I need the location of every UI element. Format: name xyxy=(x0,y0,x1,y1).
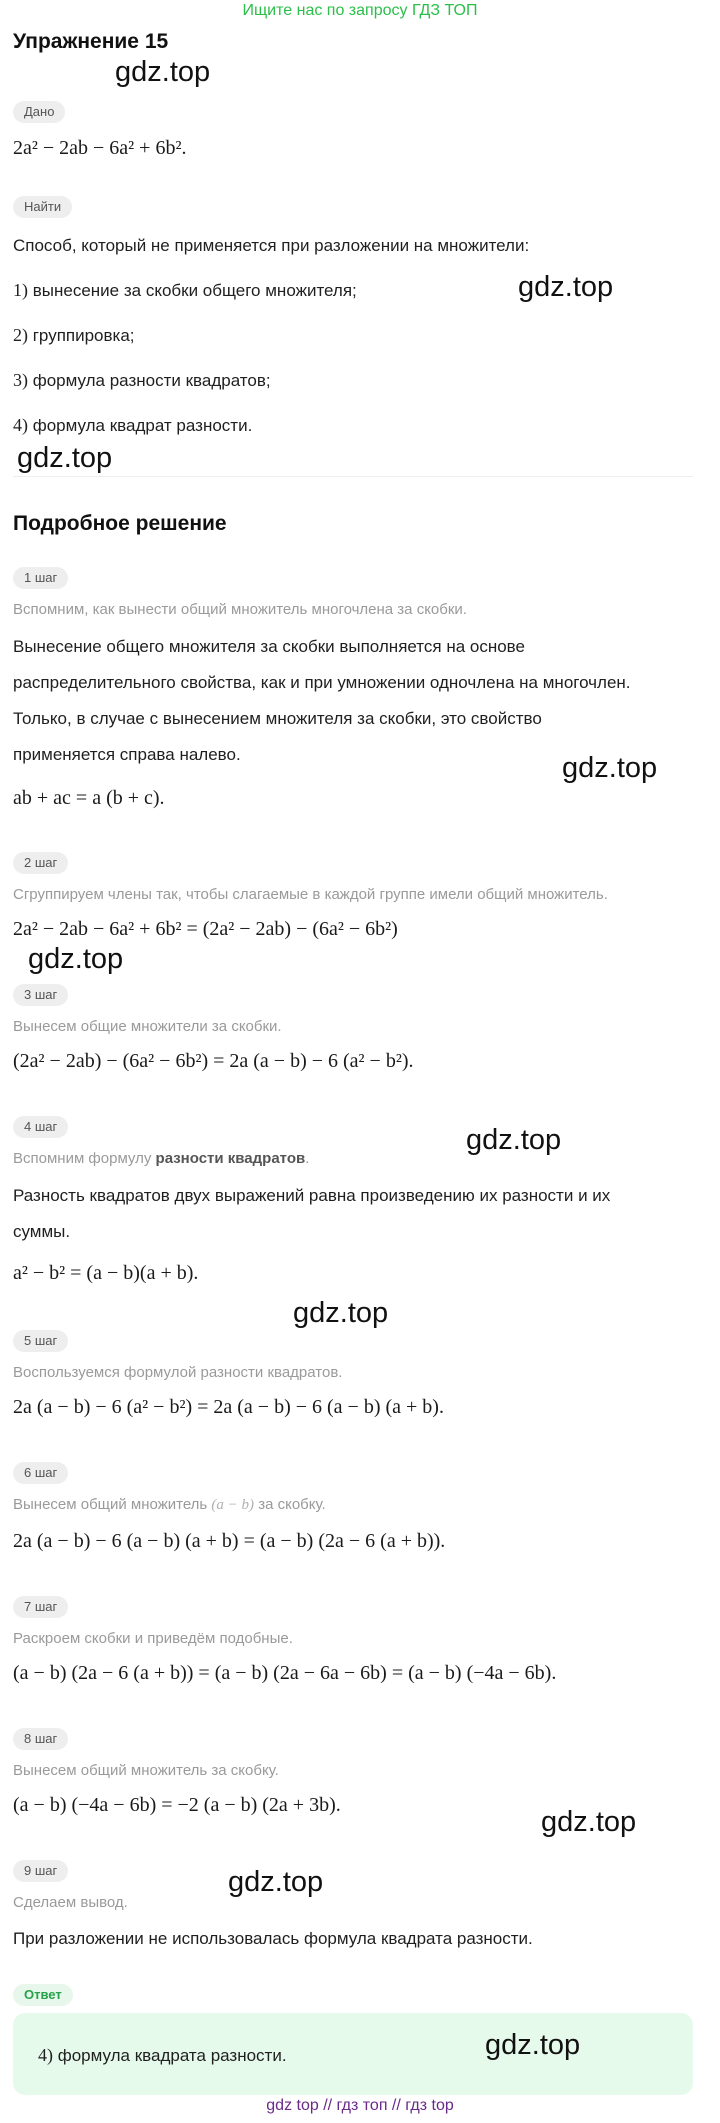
step-text: Разность квадратов двух выражений равна произведению их разности и их xyxy=(13,1186,611,1205)
step-badge: 7 шаг xyxy=(13,1596,68,1618)
step-hint: Воспользуемся формулой разности квадратов. xyxy=(13,1364,343,1381)
step-text: При разложении не использовалась формула квадрата разности. xyxy=(13,1929,533,1948)
step-badge: 4 шаг xyxy=(13,1116,68,1138)
step-badge: 1 шаг xyxy=(13,567,68,589)
watermark: gdz.top xyxy=(541,1806,637,1838)
step-hint: Вынесем общие множители за скобки. xyxy=(13,1018,282,1035)
step-badge: 3 шаг xyxy=(13,984,68,1006)
step-text: применяется справа налево. xyxy=(13,745,241,764)
step-hint: Вспомним формулу разности квадратов. xyxy=(13,1150,310,1167)
watermark: gdz.top xyxy=(28,943,124,975)
step-text: Только, в случае с вынесением множителя за скобки, это свойство xyxy=(13,709,542,728)
step-hint: Сгруппируем члены так, чтобы слагаемые в каждой группе имели общий множитель. xyxy=(13,886,608,903)
footer-links[interactable]: gdz top // гдз топ // гдз top xyxy=(266,2097,454,2114)
option-item: 3) формула разности квадратов; xyxy=(13,370,271,390)
divider xyxy=(13,476,693,477)
watermark: gdz.top xyxy=(228,1866,324,1898)
step-formula: (2a² − 2ab) − (6a² − 6b²) = 2a (a − b) − 6 (a² − b²). xyxy=(13,1050,414,1072)
given-badge: Дано xyxy=(13,101,65,123)
find-badge: Найти xyxy=(13,196,72,218)
step-text: Вынесение общего множителя за скобки выполняется на основе xyxy=(13,637,525,656)
step-badge: 2 шаг xyxy=(13,852,68,874)
watermark: gdz.top xyxy=(466,1124,562,1156)
step-formula: (a − b) (2a − 6 (a + b)) = (a − b) (2a − 6a − 6b) = (a − b) (−4a − 6b). xyxy=(13,1662,557,1684)
step-hint: Раскроем скобки и приведём подобные. xyxy=(13,1630,293,1647)
watermark: gdz.top xyxy=(115,56,211,88)
watermark: gdz.top xyxy=(293,1297,389,1329)
given-expression: 2a² − 2ab − 6a² + 6b². xyxy=(13,137,187,159)
step-formula: 2a (a − b) − 6 (a − b) (a + b) = (a − b) (2a − 6 (a + b)). xyxy=(13,1530,446,1552)
watermark: gdz.top xyxy=(518,271,614,303)
option-item: 4) формула квадрат разности. xyxy=(13,415,253,435)
step-badge: 9 шаг xyxy=(13,1860,68,1882)
step-formula: a² − b² = (a − b)(a + b). xyxy=(13,1262,199,1284)
step-hint: Сделаем вывод. xyxy=(13,1894,128,1911)
page-title: Упражнение 15 xyxy=(13,30,169,53)
step-badge: 6 шаг xyxy=(13,1462,68,1484)
watermark: gdz.top xyxy=(562,752,658,784)
answer-text: 4) формула квадрата разности. xyxy=(38,2045,287,2065)
step-formula: ab + ac = a (b + c). xyxy=(13,787,165,809)
step-formula: (a − b) (−4a − 6b) = −2 (a − b) (2a + 3b). xyxy=(13,1794,341,1816)
step-formula: 2a² − 2ab − 6a² + 6b² = (2a² − 2ab) − (6a² − 6b²) xyxy=(13,918,398,940)
solution-title: Подробное решение xyxy=(13,512,227,535)
option-item: 2) группировка; xyxy=(13,325,135,345)
find-question: Способ, который не применяется при разложении на множители: xyxy=(13,236,530,255)
watermark: gdz.top xyxy=(17,442,113,474)
step-text: суммы. xyxy=(13,1222,71,1241)
watermark: gdz.top xyxy=(485,2029,581,2061)
step-formula: 2a (a − b) − 6 (a² − b²) = 2a (a − b) − 6 (a − b) (a + b). xyxy=(13,1396,444,1418)
search-banner[interactable]: Ищите нас по запросу ГДЗ ТОП xyxy=(242,2,478,19)
option-item: 1) вынесение за скобки общего множителя; xyxy=(13,280,357,300)
step-badge: 8 шаг xyxy=(13,1728,68,1750)
step-hint: Вынесем общий множитель (a − b) за скобку. xyxy=(13,1496,326,1513)
step-badge: 5 шаг xyxy=(13,1330,68,1352)
answer-badge: Ответ xyxy=(13,1984,73,2006)
step-hint: Вспомним, как вынести общий множитель многочлена за скобки. xyxy=(13,601,467,618)
step-hint: Вынесем общий множитель за скобку. xyxy=(13,1762,279,1779)
step-text: распределительного свойства, как и при умножении одночлена на многочлен. xyxy=(13,673,631,692)
